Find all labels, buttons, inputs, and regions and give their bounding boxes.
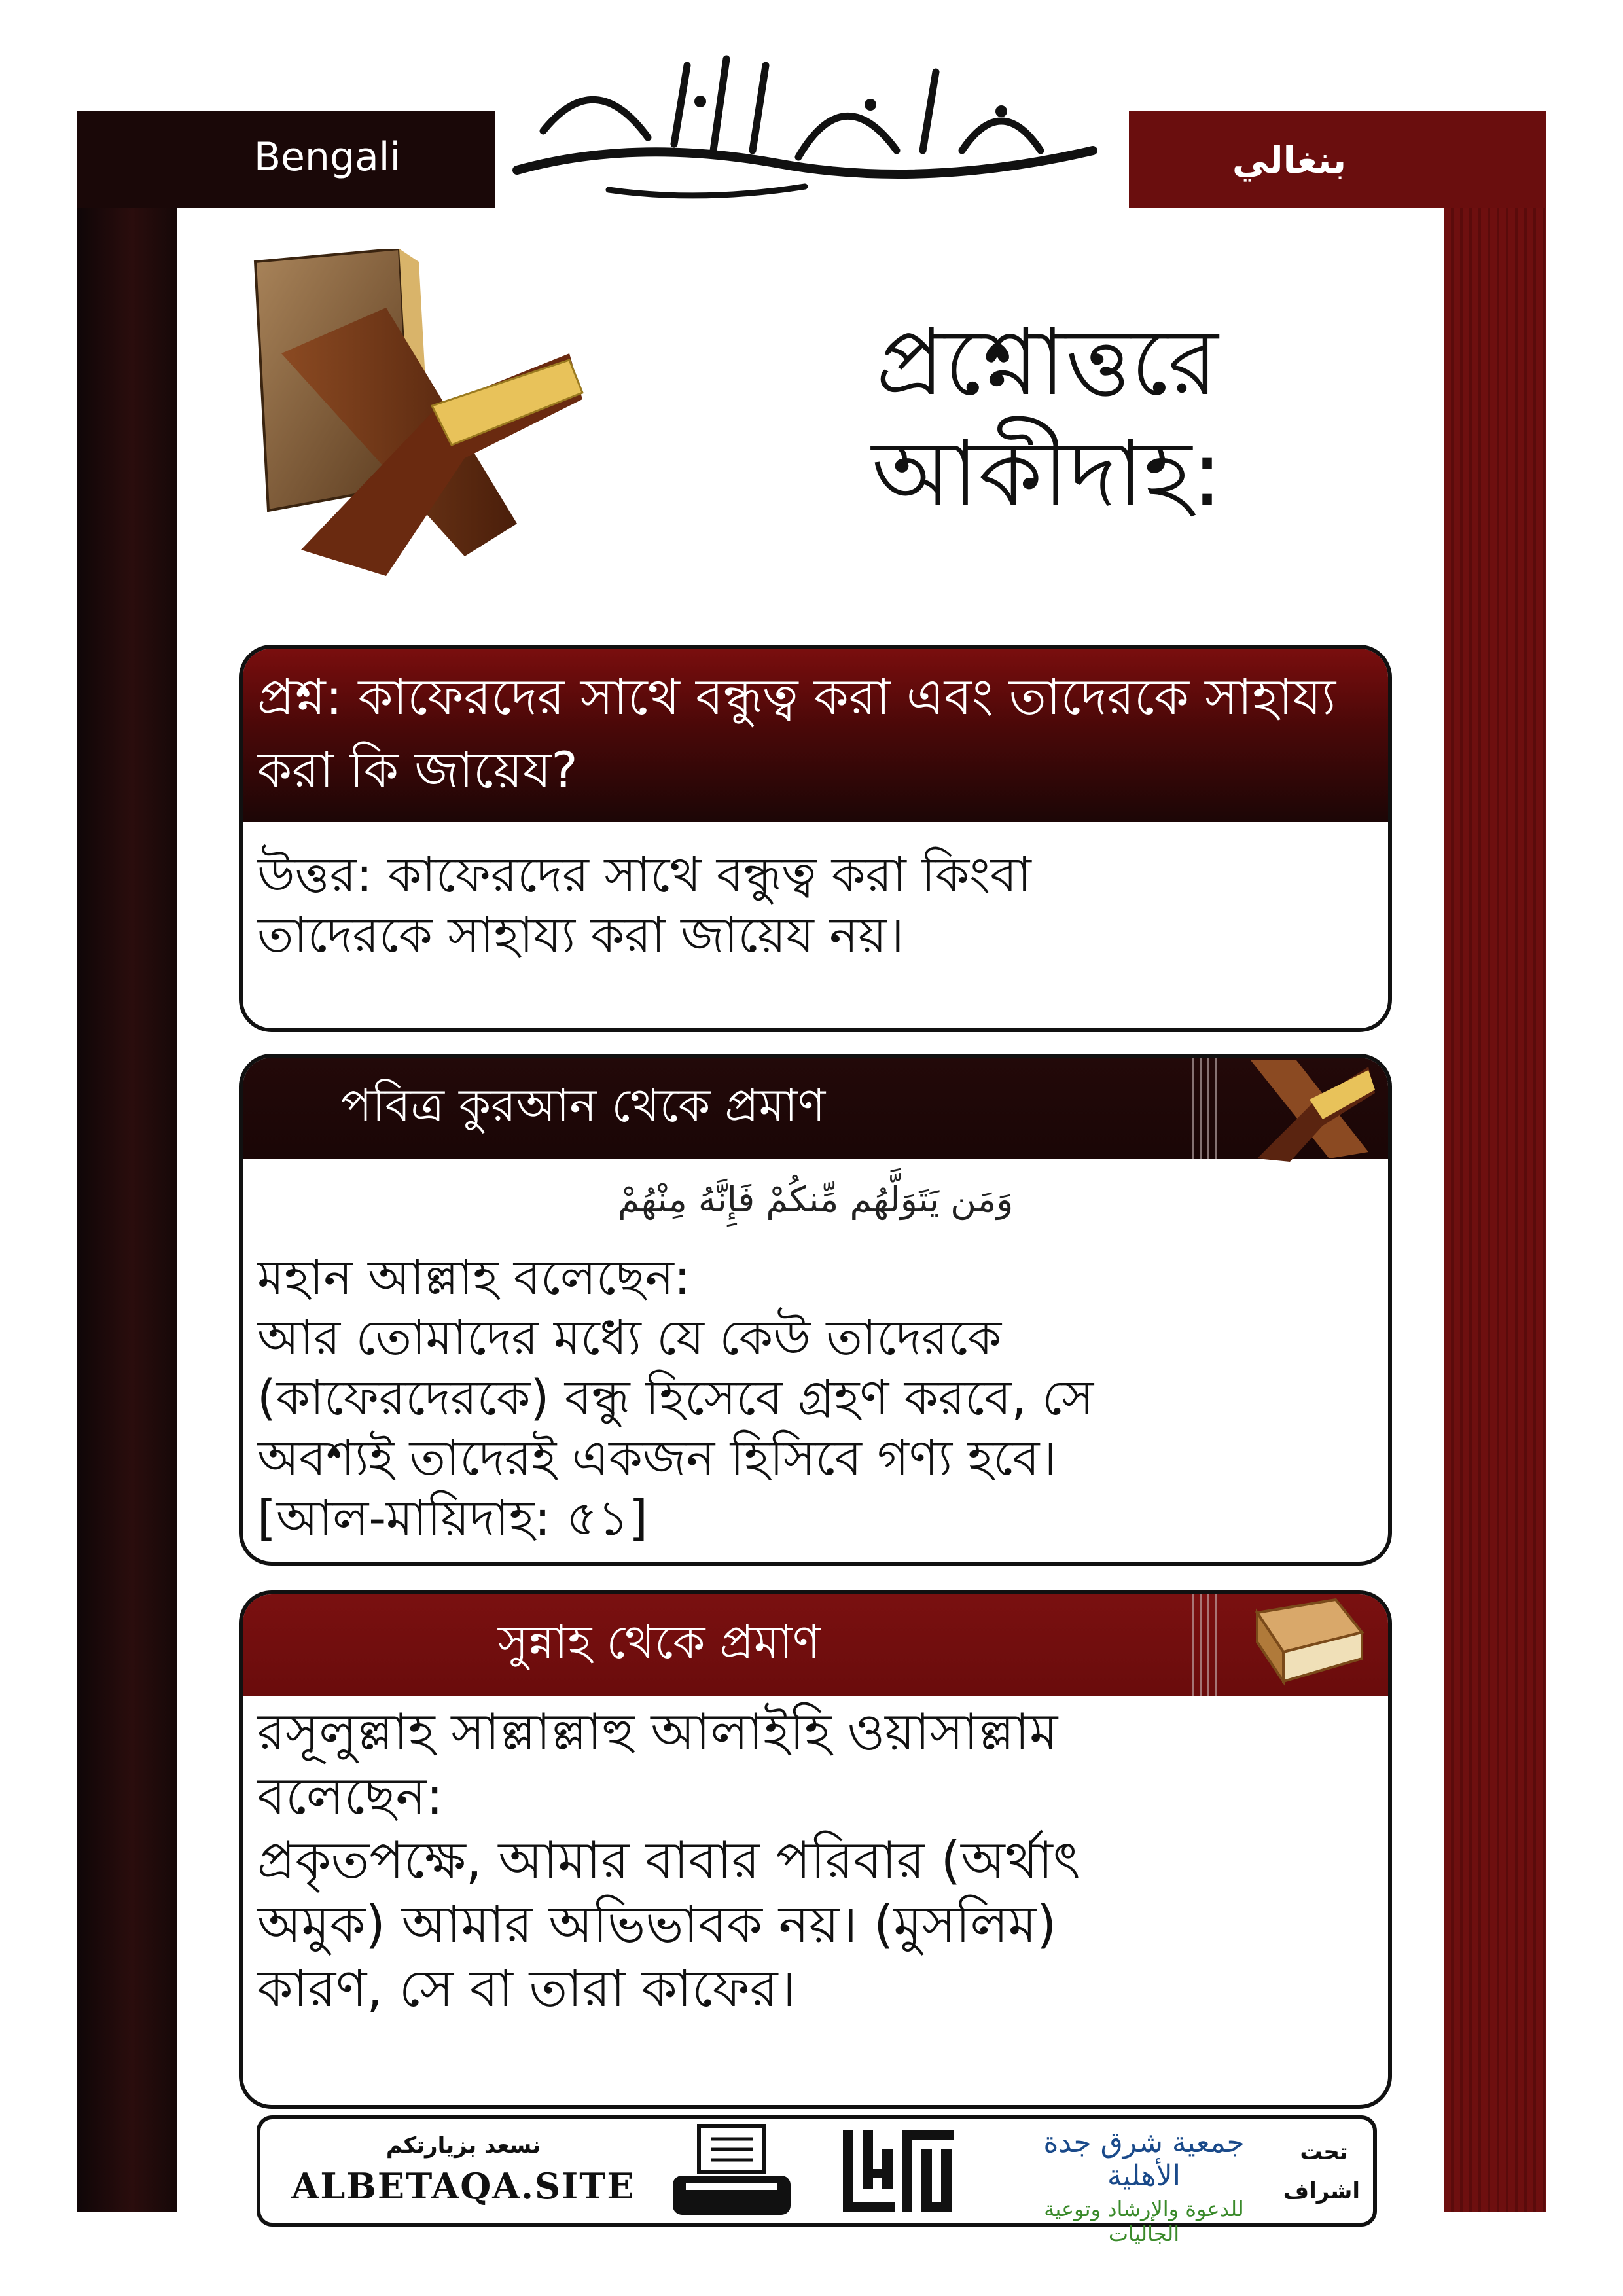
dawa-logo	[836, 2123, 961, 2219]
header-stripes	[1192, 1058, 1218, 1159]
answer-text: উত্তর: কাফেরদের সাথে বন্ধুত্ব করা কিংবা তাদেরকে সাহায্য করা জায়েয নয়।	[257, 847, 1031, 963]
printer-icon[interactable]	[666, 2123, 797, 2219]
quran-stand-icon	[1238, 1054, 1382, 1165]
footer-website	[260, 2119, 666, 2223]
footer-bar	[257, 2115, 1377, 2246]
footer-supervision-line-1: تحت	[1300, 2139, 1348, 2165]
footer-site-link[interactable]: ALBETAQA.SITE	[291, 2165, 635, 2207]
sunnah-evidence-text: রসূলুল্লাহ সাল্লাল্লাহু আলাইহি ওয়াসাল্লাম বলেছেন: প্রকৃতপক্ষে, আমার বাবার পরিবার (অর্থাৎ অমুক) আমার অভিভাবক নয়। (মুসলিম) কারণ, সে বা তারা কাফের।	[257, 1703, 1080, 2018]
header-stripes	[1192, 1594, 1218, 1696]
frame-left-border	[77, 111, 177, 2212]
footer-org-name: جمعية شرق جدة الأهلية	[1043, 2126, 1245, 2193]
quran-evidence-card	[239, 1054, 1392, 1566]
question-card	[239, 645, 1392, 1032]
footer-organization	[1007, 2126, 1281, 2246]
language-label-arabic: بنغالي	[1232, 139, 1347, 182]
language-label-english: Bengali	[253, 134, 401, 180]
sunnah-evidence-heading: সুন্নাহ থেকে প্রমাণ	[498, 1615, 821, 1669]
quran-verse-arabic: وَمَن يَتَوَلَّهُم مِّنكُمْ فَإِنَّهُ مِنْهُمْ	[617, 1179, 1014, 1220]
question-text: প্রশ্ন: কাফেরদের সাথে বন্ধুত্ব করা এবং তাদেরকে সাহায্য করা কি জায়েয?	[257, 668, 1336, 799]
page-title	[785, 308, 1309, 530]
sunnah-evidence-header	[243, 1594, 1388, 1696]
footer-visit-text: نسعد بزيارتكم	[385, 2132, 541, 2159]
quran-evidence-header	[243, 1058, 1388, 1159]
footer-supervision-line-2: اشراف	[1283, 2178, 1360, 2204]
frame-right-border	[1444, 111, 1546, 2212]
question-header	[243, 649, 1388, 822]
footer-org-subtitle: للدعوة والإرشاد وتوعية الجاليات	[1044, 2197, 1244, 2246]
footer-supervision	[1283, 2132, 1360, 2211]
quran-evidence-text: মহান আল্লাহ বলেছেন: আর তোমাদের মধ্যে যে কেউ তাদেরকে (কাফেরদেরকে) বন্ধু হিসেবে গ্রহণ করবে, সে অবশ্যই তাদেরই একজন হিসিবে গণ্য হবে। [আল-মায়িদাহ: ৫১]	[257, 1249, 1094, 1547]
sunnah-evidence-card	[239, 1590, 1392, 2109]
book-icon	[1231, 1593, 1375, 1698]
quran-evidence-heading: পবিত্র কুরআন থেকে প্রমাণ	[341, 1079, 826, 1132]
quran-stand-illustration	[242, 249, 609, 589]
title-line-1: প্রশ্নোত্তরে	[876, 310, 1219, 416]
title-line-2: আকীদাহ:	[871, 421, 1223, 528]
basmala-calligraphy	[504, 39, 1119, 209]
